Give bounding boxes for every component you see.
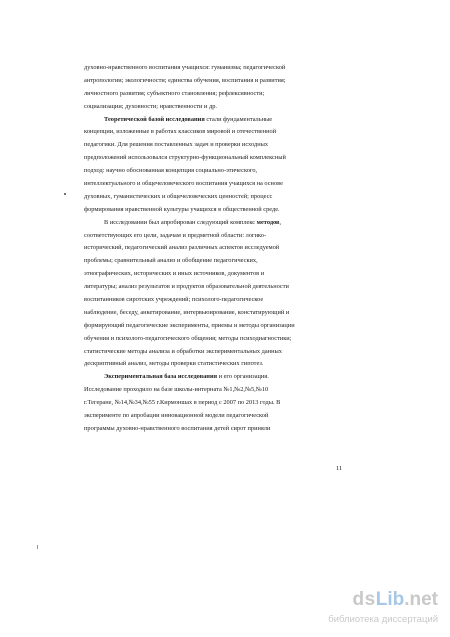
line-text: концепции, изложенные в работах классиков мировой и отечественной bbox=[84, 128, 277, 136]
line-text: обучения и психолого-педагогического общения; методы психодиагностики; bbox=[84, 334, 292, 342]
dslib-logo bbox=[353, 589, 438, 611]
text-line bbox=[84, 346, 346, 359]
text-line bbox=[84, 75, 346, 88]
text-line bbox=[84, 358, 346, 371]
logo-lib: Lib bbox=[375, 589, 405, 610]
line-text: и его организация. bbox=[217, 373, 269, 381]
text-line bbox=[84, 371, 346, 384]
line-text: наблюдение, беседу, анкетирование, интервьюирование, констатирующий и bbox=[84, 308, 290, 316]
text-line bbox=[84, 101, 346, 114]
text-line bbox=[84, 114, 346, 127]
line-text: подход: научно обоснованная концепция социально-этического, bbox=[84, 167, 258, 175]
line-text: статистические методы анализа и обработки экспериментальных данных bbox=[84, 347, 282, 355]
text-line bbox=[84, 126, 346, 139]
text-line bbox=[84, 294, 346, 307]
margin-dot bbox=[64, 193, 66, 195]
text-line bbox=[84, 242, 346, 255]
line-text: программы духовно-нравственного воспитания детей сирот приняли bbox=[84, 424, 271, 432]
logo-net: .net bbox=[404, 589, 438, 610]
text-line bbox=[84, 255, 346, 268]
line-text: исторический, педагогический анализ различных аспектов исследуемой bbox=[84, 244, 280, 252]
text-line bbox=[84, 423, 346, 436]
line-text: духовно-нравственного воспитания учащихся: гуманизма; педагогической bbox=[84, 64, 286, 71]
text-line bbox=[84, 410, 346, 423]
text-line bbox=[84, 268, 346, 281]
text-line bbox=[84, 165, 346, 178]
line-text: г.Тегеране, №14,№34,№55 г.Кирмоншах в период с 2007 по 2013 годы. В bbox=[84, 399, 281, 407]
line-text: формирования нравственной культуры учащихся в общественной среде. bbox=[84, 205, 280, 213]
bold-term: методов bbox=[256, 218, 280, 226]
text-line bbox=[84, 88, 346, 101]
text-line bbox=[84, 178, 346, 191]
bold-term: Экспериментальная база исследования bbox=[104, 373, 218, 381]
watermark-subtitle: библиотека диссертаций bbox=[328, 614, 438, 625]
text-line bbox=[84, 204, 346, 217]
line-text: педагогики. Для решения поставленных задач и проверки исходных bbox=[84, 141, 269, 149]
line-text-end: , bbox=[279, 218, 282, 226]
text-line bbox=[84, 62, 346, 75]
text-line bbox=[84, 333, 346, 346]
line-text: дескриптивный анализ, методы проверки статистических гипотез. bbox=[84, 360, 264, 368]
text-line bbox=[84, 217, 346, 230]
line-text: антропологии; экологичности; единства обучения, воспитания и развития; bbox=[84, 76, 286, 84]
line-text: личностного развития; субъектного становления; рефлексивности; bbox=[84, 89, 265, 97]
margin-tick bbox=[37, 545, 38, 549]
bold-term: Теоретической базой исследования bbox=[104, 115, 205, 123]
text-line bbox=[84, 139, 346, 152]
dslib-watermark bbox=[278, 589, 438, 629]
line-text: соответствующих его цели, задачам и предметной области: логико- bbox=[84, 231, 267, 239]
page-number: 11 bbox=[336, 465, 343, 472]
line-text: воспитанников сиротских учреждений; психолого-педагогическое bbox=[84, 296, 264, 304]
line-text: Исследование проходило на базе школы-интерната №1,№2,№5,№10 bbox=[84, 386, 269, 394]
line-text: проблемы; сравнительный анализ и обобщение педагогических, bbox=[84, 257, 258, 265]
text-line bbox=[84, 320, 346, 333]
document-body bbox=[84, 62, 346, 436]
line-text: интеллектуального и общечеловеческого воспитания учащихся на основе bbox=[84, 180, 283, 188]
text-line bbox=[84, 397, 346, 410]
line-text: этнографических, исторических и иных источников, документов и bbox=[84, 270, 265, 278]
line-text: эксперименте по апробации инновационной модели педагогической bbox=[84, 412, 269, 420]
line-text: литературы; анализ результатов и продуктов образовательной деятельности bbox=[84, 283, 289, 291]
text-line bbox=[84, 384, 346, 397]
line-text: формирующий педагогические эксперименты, приемы и методы организации bbox=[84, 321, 295, 329]
text-line bbox=[84, 230, 346, 243]
text-line bbox=[84, 152, 346, 165]
line-text: стали фундаментальные bbox=[204, 115, 273, 123]
text-line bbox=[84, 281, 346, 294]
text-line bbox=[84, 307, 346, 320]
text-line bbox=[84, 191, 346, 204]
logo-ds: ds bbox=[352, 589, 376, 610]
line-text: духовных, гуманистических и общечеловеческих ценностей; процесс bbox=[84, 192, 273, 200]
line-text: социализации; духовности; нравственности и др. bbox=[84, 102, 217, 110]
line-text: В исследовании был апробирован следующий комплекс bbox=[104, 218, 257, 226]
line-text: предположений использовался структурно-функциональный комплексный bbox=[84, 154, 286, 162]
